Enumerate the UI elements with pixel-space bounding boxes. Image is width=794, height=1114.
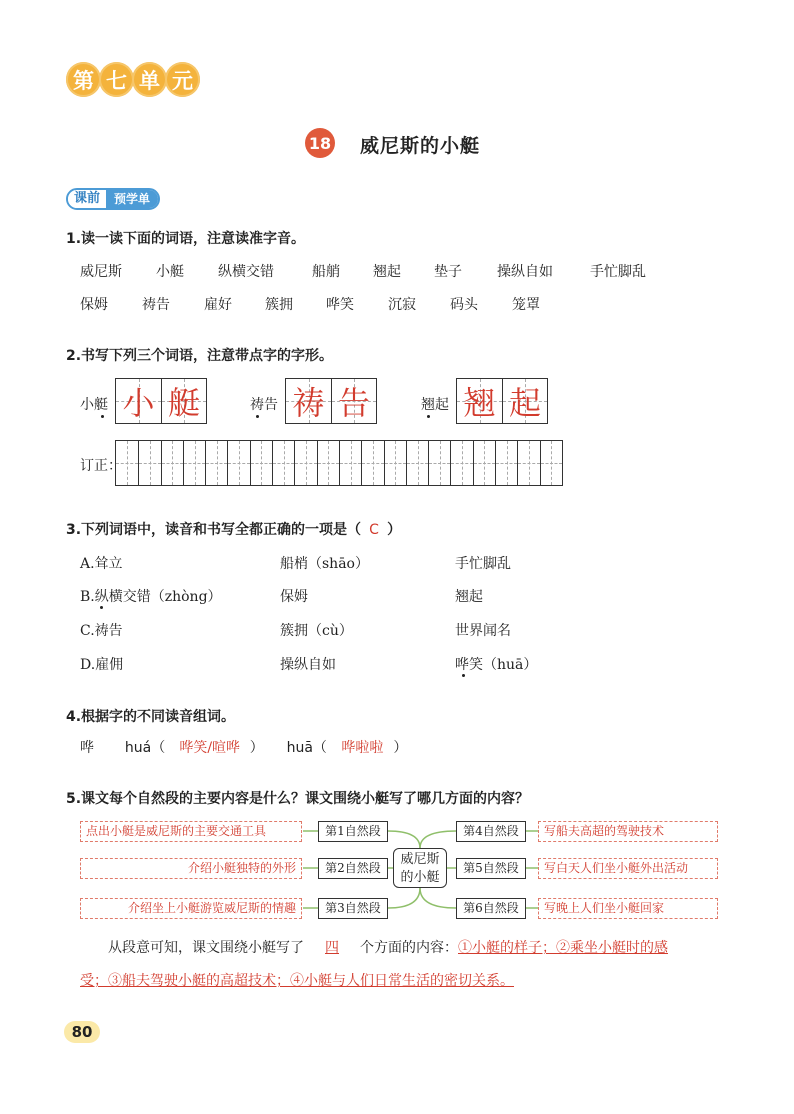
vocab-word: 祷告 bbox=[142, 297, 170, 313]
paragraph-box: 第3自然段 bbox=[318, 898, 388, 919]
content-box-left: 介绍小艇独特的外形 bbox=[80, 858, 302, 879]
vocab-word: 翘起 bbox=[373, 264, 401, 280]
vocab-word: 小艇 bbox=[156, 264, 184, 280]
paragraph-box: 第2自然段 bbox=[318, 858, 388, 879]
summary-line-1 bbox=[108, 937, 668, 957]
page-number: 80 bbox=[64, 1021, 100, 1043]
summary-number: 四 bbox=[325, 940, 339, 956]
grid-cell bbox=[116, 379, 161, 423]
option-text: 手忙脚乱 bbox=[455, 556, 511, 572]
word-label: 翘起 bbox=[421, 397, 449, 413]
content-box-right: 写船夫高超的驾驶技术 bbox=[538, 821, 718, 842]
written-char: 起 bbox=[508, 384, 541, 422]
content-box-left: 介绍坐上小艇游览威尼斯的情趣 bbox=[80, 898, 302, 919]
badge-part1: 课前 bbox=[68, 190, 106, 208]
unit-char: 单 bbox=[132, 62, 167, 97]
vocab-word: 哗笑 bbox=[326, 297, 354, 313]
option-text: 哗笑（huā） bbox=[455, 657, 538, 673]
vocab-word: 沉寂 bbox=[388, 297, 416, 313]
q3-answer: C bbox=[369, 522, 379, 538]
option-text: C.祷告 bbox=[80, 623, 123, 639]
vocab-word: 垫子 bbox=[434, 264, 462, 280]
written-char: 祷 bbox=[292, 384, 325, 422]
option-text: 世界闻名 bbox=[455, 623, 511, 639]
vocab-word: 保姆 bbox=[80, 297, 108, 313]
q3-title-pre: 3.下列词语中，读音和书写全都正确的一项是（ bbox=[66, 522, 362, 538]
center-line: 的小艇 bbox=[400, 870, 440, 885]
option-text: D.雇佣 bbox=[80, 657, 124, 673]
summary-pre: 从段意可知，课文围绕小艇写了 bbox=[108, 940, 304, 956]
mindmap-center bbox=[393, 848, 447, 888]
paragraph-box: 第6自然段 bbox=[456, 898, 526, 919]
q3-title-post: ） bbox=[387, 522, 402, 538]
word-label: 祷告 bbox=[250, 397, 278, 413]
written-char: 翘 bbox=[463, 384, 496, 422]
close-paren: ） bbox=[393, 740, 408, 756]
question-2-title: 2.书写下列三个词语，注意带点字的字形。 bbox=[66, 348, 334, 364]
content-box-right: 写白天人们坐小艇外出活动 bbox=[538, 858, 718, 879]
summary-answer-1: ①小艇的样子；②乘坐小艇时的感 bbox=[458, 940, 668, 956]
vocab-word: 雇好 bbox=[204, 297, 232, 313]
unit-char: 第 bbox=[66, 62, 101, 97]
grid-cell bbox=[161, 379, 206, 423]
vocab-word: 笼罩 bbox=[512, 297, 540, 313]
option-text: 翘起 bbox=[455, 589, 483, 605]
paragraph-box: 第1自然段 bbox=[318, 821, 388, 842]
unit-char: 七 bbox=[99, 62, 134, 97]
written-char: 告 bbox=[337, 384, 370, 422]
q4-answer-1: 哗笑/喧哗 bbox=[179, 740, 241, 756]
fix-label: 订正： bbox=[80, 458, 122, 474]
vocab-word: 纵横交错 bbox=[218, 264, 274, 280]
grid-cell bbox=[502, 379, 547, 423]
center-line: 威尼斯 bbox=[400, 852, 440, 867]
question-4-title: 4.根据字的不同读音组词。 bbox=[66, 709, 236, 725]
written-char: 艇 bbox=[167, 384, 200, 422]
unit-char: 元 bbox=[165, 62, 200, 97]
grid-cell bbox=[286, 379, 331, 423]
summary-line-2 bbox=[80, 970, 514, 990]
vocab-word: 手忙脚乱 bbox=[590, 264, 646, 280]
vocab-word: 簇拥 bbox=[265, 297, 293, 313]
question-1-title: 1.读一读下面的词语，注意读准字音。 bbox=[66, 231, 306, 247]
summary-mid: 个方面的内容： bbox=[360, 940, 458, 956]
content-box-left: 点出小艇是威尼斯的主要交通工具 bbox=[80, 821, 302, 842]
lesson-number: 18 bbox=[305, 128, 335, 158]
vocab-word: 码头 bbox=[450, 297, 478, 313]
lesson-title: 威尼斯的小艇 bbox=[360, 135, 481, 157]
option-text: 保姆 bbox=[280, 589, 308, 605]
paragraph-box: 第5自然段 bbox=[456, 858, 526, 879]
grid-cell bbox=[331, 379, 376, 423]
q4-char: 哗 bbox=[80, 740, 94, 756]
option-text: 簇拥（cù） bbox=[280, 623, 353, 639]
option-text: B.纵横交错（zhòng） bbox=[80, 589, 222, 605]
vocab-word: 威尼斯 bbox=[80, 264, 122, 280]
vocab-word: 操纵自如 bbox=[497, 264, 553, 280]
summary-answer-2: 受；③船夫驾驶小艇的高超技术；④小艇与人们日常生活的密切关系。 bbox=[80, 973, 514, 989]
question-5-title: 5.课文每个自然段的主要内容是什么？课文围绕小艇写了哪几方面的内容？ bbox=[66, 791, 530, 807]
close-paren: ） bbox=[249, 740, 264, 756]
pinyin-huá: huá（ bbox=[124, 740, 166, 756]
vocab-word: 船艄 bbox=[312, 264, 340, 280]
option-text: A.耸立 bbox=[80, 556, 123, 572]
written-char: 小 bbox=[122, 384, 155, 422]
paragraph-box: 第4自然段 bbox=[456, 821, 526, 842]
badge-part2: 预学单 bbox=[106, 190, 158, 208]
grid-cell bbox=[457, 379, 502, 423]
word-label: 小艇 bbox=[80, 397, 108, 413]
q4-answer-2: 哗啦啦 bbox=[341, 740, 384, 756]
pinyin-huā: huā（ bbox=[286, 740, 327, 756]
option-text: 船梢（shāo） bbox=[280, 556, 369, 572]
content-box-right: 写晚上人们坐小艇回家 bbox=[538, 898, 718, 919]
option-text: 操纵自如 bbox=[280, 657, 336, 673]
